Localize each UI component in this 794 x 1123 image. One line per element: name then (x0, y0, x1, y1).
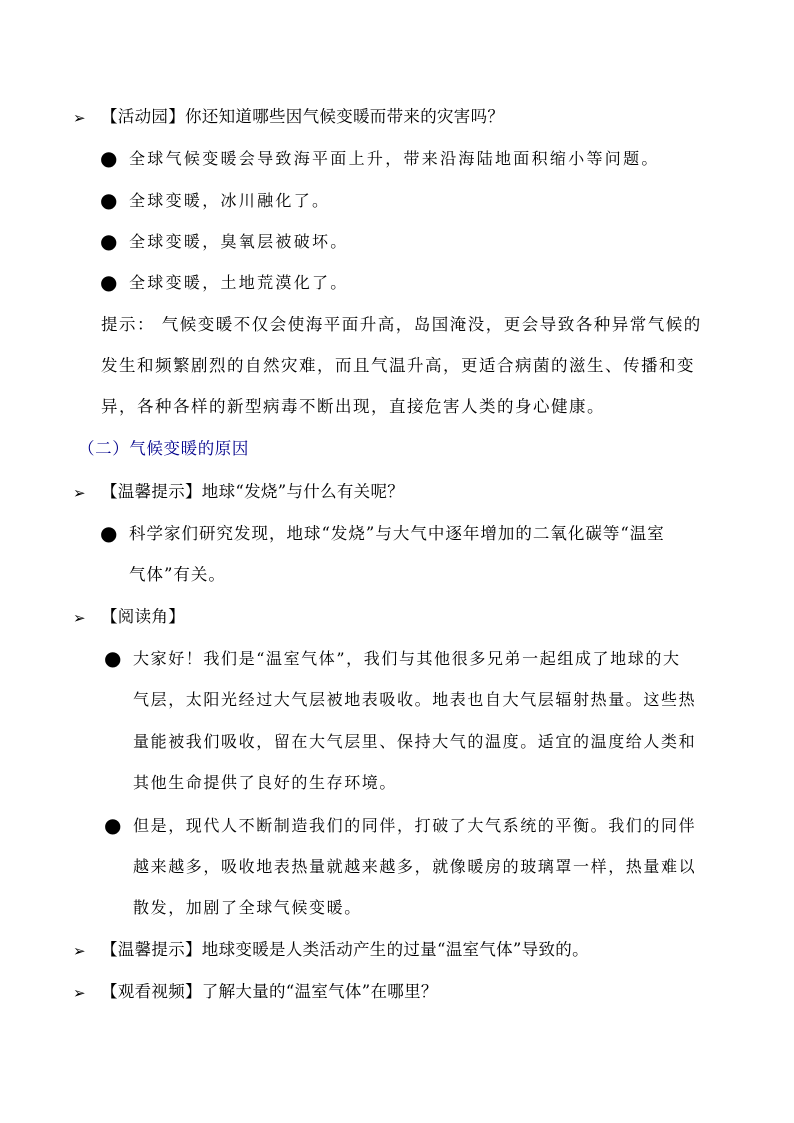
tip-line-2: 发生和频繁剧烈的自然灾难，而且气温升高，更适合病菌的滋生、传播和变 (101, 356, 695, 375)
dot-bullet-icon: ● (100, 229, 118, 253)
reading-p1-line-1: 大家好！我们是“温室气体”，我们与其他很多兄弟一起组成了地球的大 (133, 649, 681, 668)
reading-p2-line-1: 但是，现代人不断制造我们的同伴，打破了大气系统的平衡。我们的同伴 (133, 816, 697, 835)
arrow-bullet-icon: ➢ (73, 984, 86, 1002)
arrow-bullet-icon: ➢ (73, 484, 86, 502)
warm-tip-2: 【温馨提示】地球变暖是人类活动产生的过量“温室气体”导致的。 (101, 940, 589, 959)
arrow-bullet-icon: ➢ (73, 609, 86, 627)
activity-question: 【活动园】你还知道哪些因气候变暖而带来的灾害吗？ (101, 107, 505, 126)
tip-line-3: 异，各种各样的新型病毒不断出现，直接危害人类的身心健康。 (101, 397, 605, 416)
reading-p1-line-4: 其他生命提供了良好的生存环境。 (133, 773, 398, 792)
activity-answer-1: 全球气候变暖会导致海平面上升，带来沿海陆地面积缩小等问题。 (129, 149, 660, 168)
reading-p2-line-2: 越来越多，吸收地表热量就越来越多，就像暖房的玻璃罩一样，热量难以 (133, 857, 697, 876)
watch-video: 【观看视频】了解大量的“温室气体”在哪里？ (101, 982, 438, 1001)
activity-answer-4: 全球变暖，土地荒漠化了。 (129, 273, 349, 292)
arrow-bullet-icon: ➢ (73, 942, 86, 960)
dot-bullet-icon: ● (100, 270, 118, 294)
reading-corner-title: 【阅读角】 (101, 607, 185, 626)
dot-bullet-icon: ● (104, 646, 122, 670)
arrow-bullet-icon: ➢ (73, 109, 86, 127)
reading-p2-line-3: 散发，加剧了全球气候变暖。 (133, 898, 362, 917)
section-heading: （二）气候变暖的原因 (78, 439, 249, 458)
reading-p1-line-3: 量能被我们吸收，留在大气层里、保持大气的温度。适宜的温度给人类和 (133, 732, 697, 751)
activity-answer-2: 全球变暖，冰川融化了。 (129, 191, 331, 210)
warm-tip-answer-line-2: 气体”有关。 (129, 565, 226, 584)
dot-bullet-icon: ● (100, 188, 118, 212)
warm-tip-answer-line-1: 科学家们研究发现，地球“发烧”与大气中逐年增加的二氧化碳等“温室 (129, 524, 665, 543)
warm-tip-question: 【温馨提示】地球“发烧”与什么有关呢？ (101, 482, 405, 501)
dot-bullet-icon: ● (100, 521, 118, 545)
dot-bullet-icon: ● (100, 146, 118, 170)
tip-line-1: 提示： 气候变暖不仅会使海平面升高，岛国淹没，更会导致各种异常气候的 (101, 315, 702, 334)
reading-p1-line-2: 气层，太阳光经过大气层被地表吸收。地表也自大气层辐射热量。这些热 (133, 690, 697, 709)
dot-bullet-icon: ● (104, 813, 122, 837)
activity-answer-3: 全球变暖，臭氧层被破坏。 (129, 232, 349, 251)
